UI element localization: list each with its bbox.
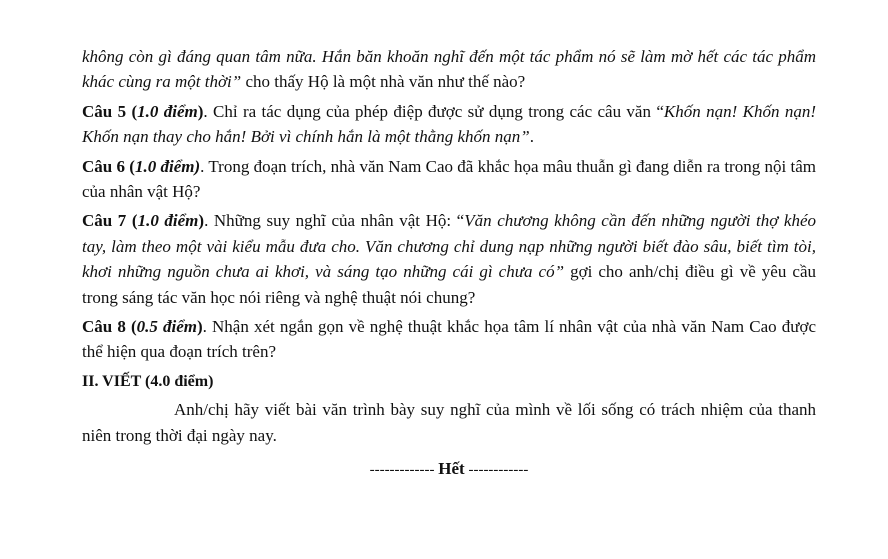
question-5 [82,99,816,150]
question-6 [82,154,816,205]
question-6-points: 1.0 điểm) [134,156,201,176]
question-8-close: ) [196,317,203,337]
question-7 [82,208,816,310]
intro-question: cho thấy Hộ là một nhà văn như thế nào? [241,72,526,92]
question-8-label: Câu 8 ( [82,317,137,337]
question-8-points: 0.5 điểm [136,317,197,337]
writing-prompt: Anh/chị hãy viết bài văn trình bày suy nghĩ của mình về lối sống có trách nhiệm của thanh niên trong thời đại ngày nay. [82,400,816,445]
end-mark [82,456,816,483]
end-mark-left-dashes: ------------- [369,462,439,479]
end-mark-word: Hết [438,459,465,479]
question-7-text: . Những suy nghĩ của nhân vật Hộ: “ [204,211,465,231]
end-mark-right-dashes: ------------ [464,462,529,479]
question-5-points: 1.0 điểm [137,101,198,121]
question-6-text: . Trong đoạn trích, nhà văn Nam Cao đã khắc họa mâu thuẫn gì đang diễn ra trong nội tâm của nhân vật Hộ? [82,156,817,202]
question-5-end: . [529,127,534,147]
section-heading: II. VIẾT (4.0 điểm) [82,372,214,390]
question-5-close: ) [197,101,204,121]
question-5-label: Câu 5 ( [82,101,138,121]
intro-quote: không còn gì đáng quan tâm nữa. Hắn băn khoăn nghĩ đến một tác phẩm nó sẽ làm mờ hết các tác phẩm khác cùng ra một thời” [82,47,816,92]
question-8-text: . Nhận xét ngắn gọn về nghệ thuật khắc họa tâm lí nhân vật của nhà văn Nam Cao được thể hiện qua đoạn trích trên? [82,317,816,362]
question-7-quote: Văn chương không cần đến những người thợ khéo tay, làm theo một vài kiểu mẫu đưa cho. Văn chương chỉ dung nạp những người biết đào sâu, biết tìm tòi, khơi những nguồn chưa ai khơi, và sáng tạo những cái gì chưa có” [82,211,817,282]
question-6-label: Câu 6 ( [82,156,135,176]
question-7-close: ) [198,211,205,231]
document-page [82,44,816,484]
question-5-quote: Khốn nạn! Khốn nạn! Khốn nạn thay cho hắn! Bởi vì chính hắn là một thằng khốn nạn” [82,101,816,147]
question-5-text: . Chỉ ra tác dụng của phép điệp được sử dụng trong các câu văn “ [203,101,664,121]
question-7-end: gợi cho anh/chị điều gì về yêu cầu trong sáng tác văn học nói riêng và nghệ thuật nói chung? [82,262,816,307]
question-8 [82,314,816,365]
question-7-label: Câu 7 ( [82,211,138,231]
intro-paragraph [82,44,816,95]
question-7-points: 1.0 điểm [137,211,199,231]
